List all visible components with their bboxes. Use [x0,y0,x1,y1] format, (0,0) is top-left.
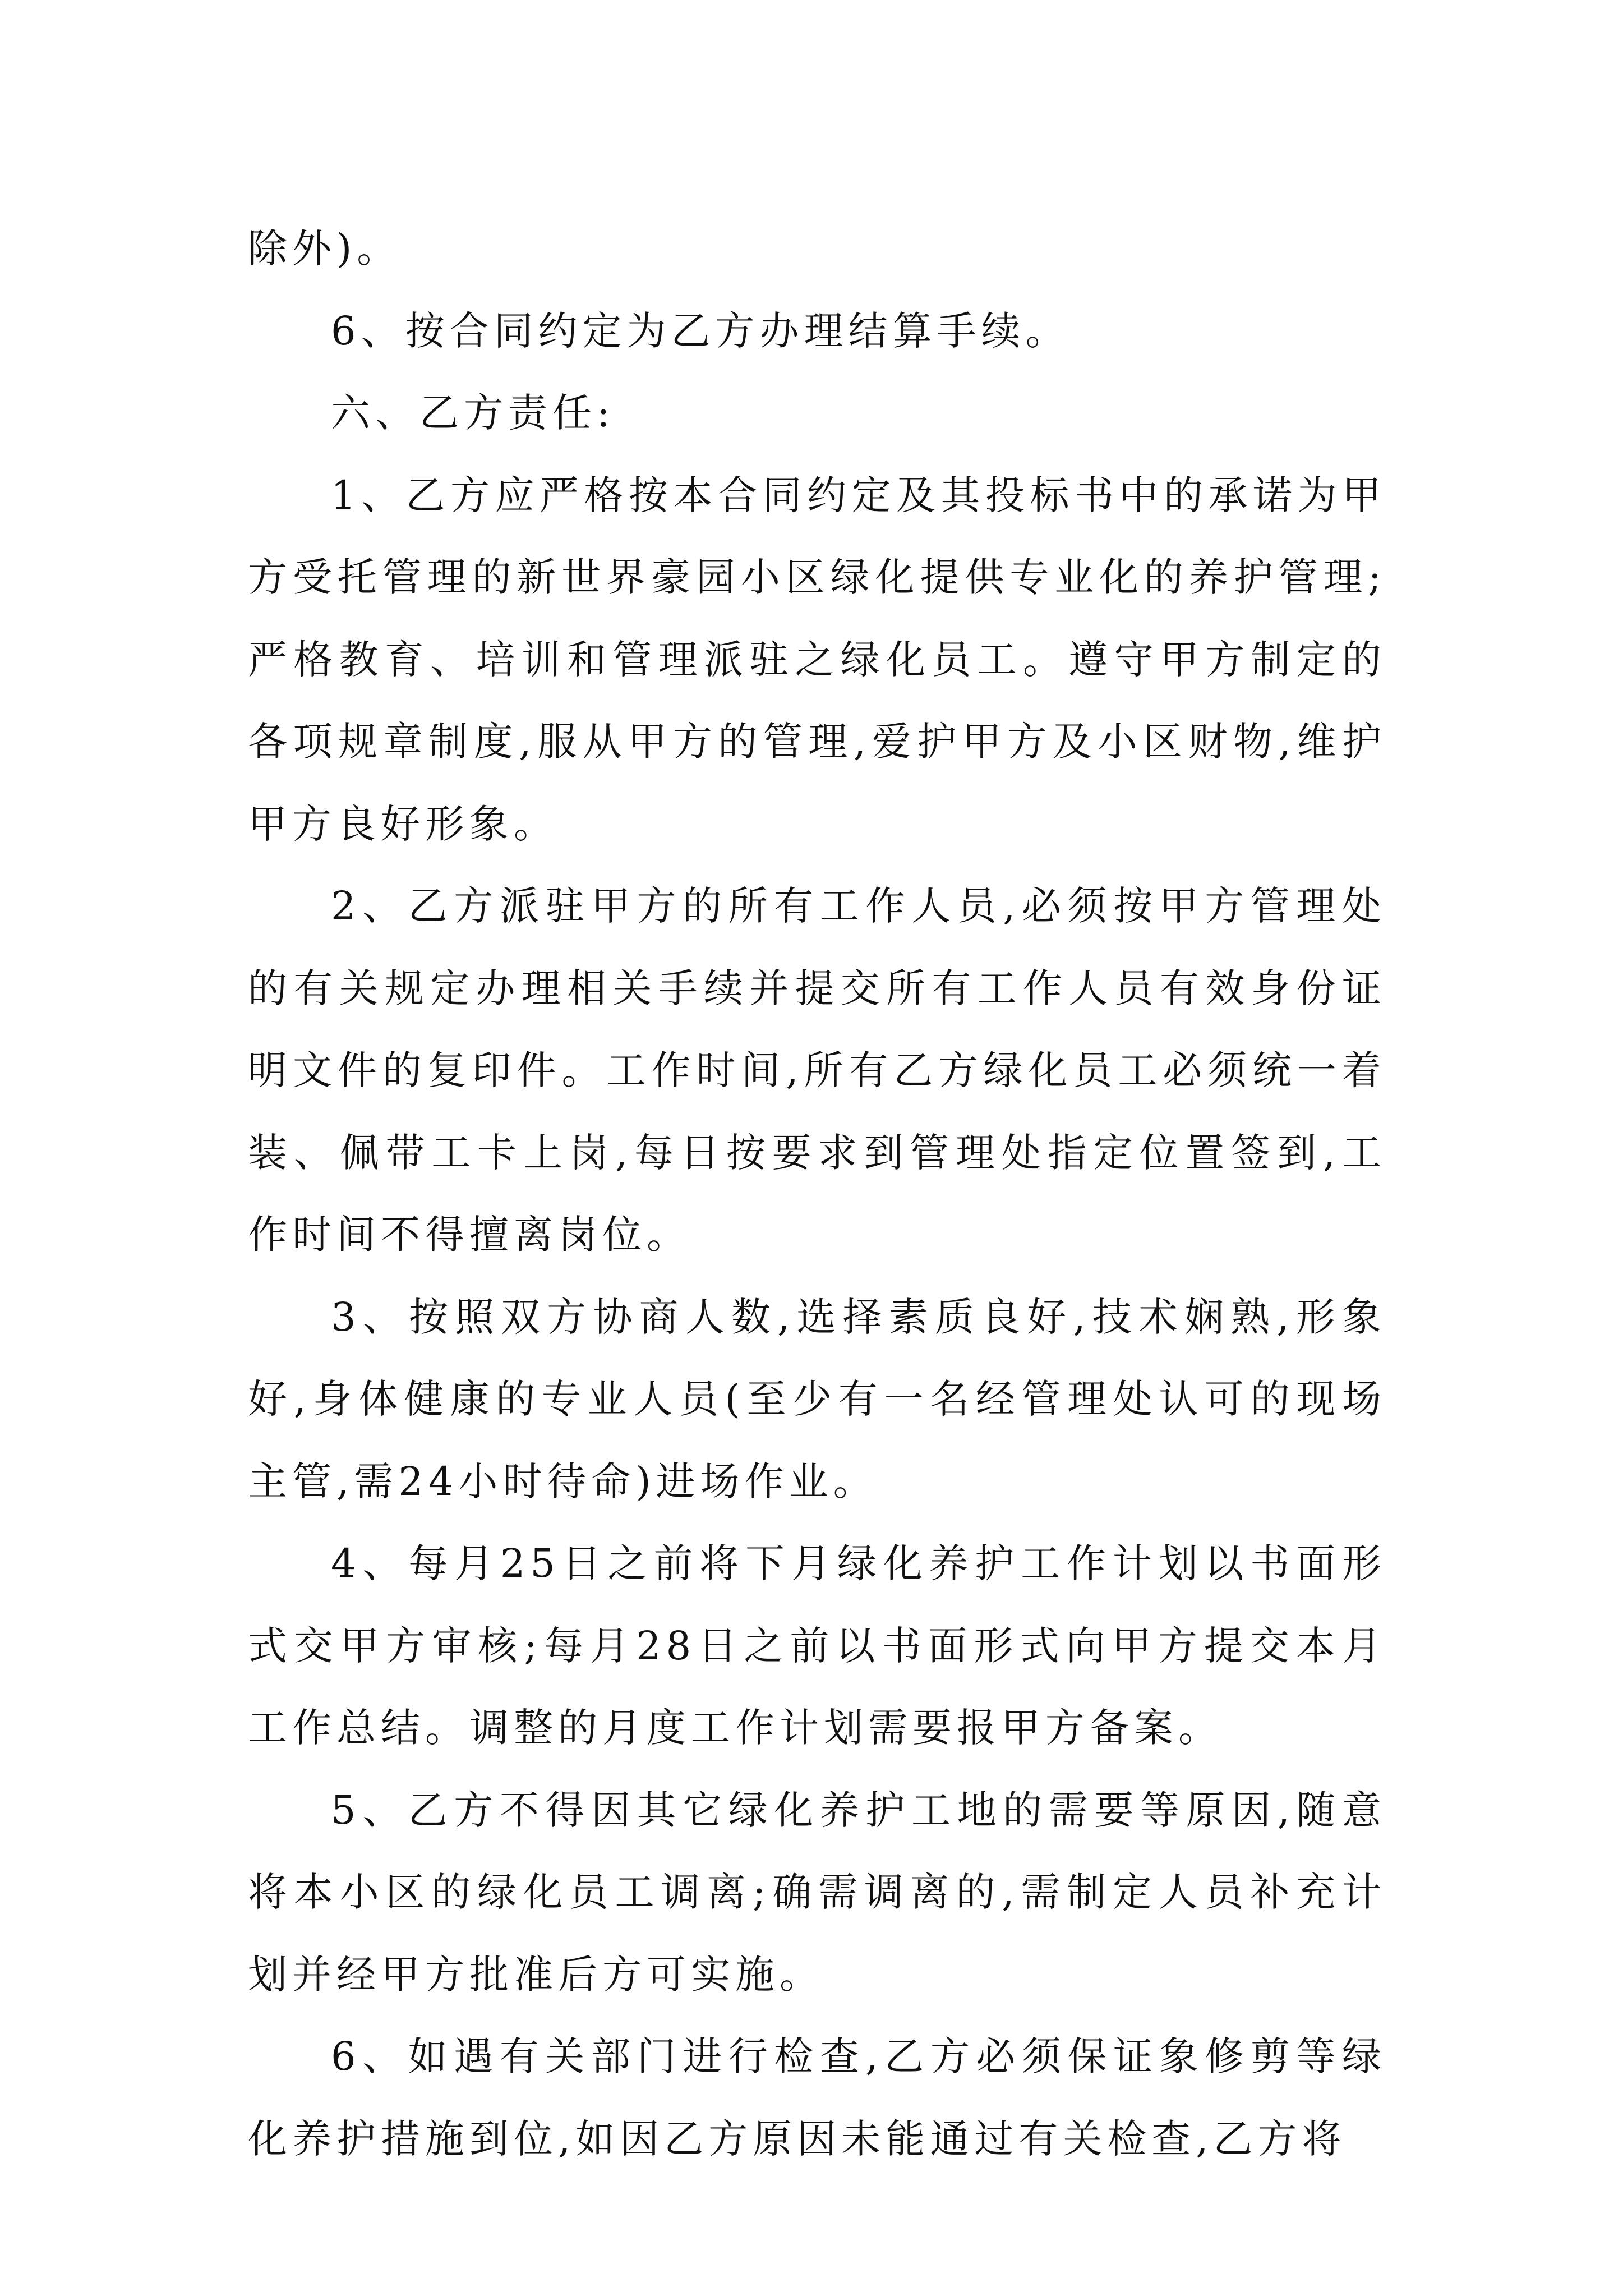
paragraph-clause-6-3: 3、按照双方协商人数,选择素质良好,技术娴熟,形象好,身体健康的专业人员(至少有一名经管理处认可的现场主管,需24小时待命)进场作业。 [248,1294,1386,1504]
paragraph-clause-6-2: 2、乙方派驻甲方的所有工作人员,必须按甲方管理处的有关规定办理相关手续并提交所有工作人员有效身份证明文件的复印件。工作时间,所有乙方绿化员工必须统一着装、佩带工卡上岗,每日按要求到管理处指定位置签到,工作时间不得擅离岗位。 [248,883,1386,1258]
paragraph-clause-6-6: 6、如遇有关部门进行检查,乙方必须保证象修剪等绿化养护措施到位,如因乙方原因未能通过有关检查,乙方将 [248,2033,1386,2162]
paragraph-clause-6-1: 1、乙方应严格按本合同约定及其投标书中的承诺为甲方受托管理的新世界豪园小区绿化提供专业化的养护管理;严格教育、培训和管理派驻之绿化员工。遵守甲方制定的各项规章制度,服从甲方的管理,爱护甲方及小区财物,维护甲方良好形象。 [248,472,1386,847]
section-heading-party-b-responsibilities: 六、乙方责任: [331,390,615,436]
paragraph-clause-6-4: 4、每月25日之前将下月绿化养护工作计划以书面形式交甲方审核;每月28日之前以书面形式向甲方提交本月工作总结。调整的月度工作计划需要报甲方备案。 [248,1540,1386,1751]
paragraph-clause-6-5: 5、乙方不得因其它绿化养护工地的需要等原因,随意将本小区的绿化员工调离;确需调离的,需制定人员补充计划并经甲方批准后方可实施。 [248,1787,1386,1998]
paragraph-continuation: 除外)。 [248,226,402,272]
paragraph-clause-5-6: 6、按合同约定为乙方办理结算手续。 [331,307,1070,354]
document-body [248,208,1386,2180]
